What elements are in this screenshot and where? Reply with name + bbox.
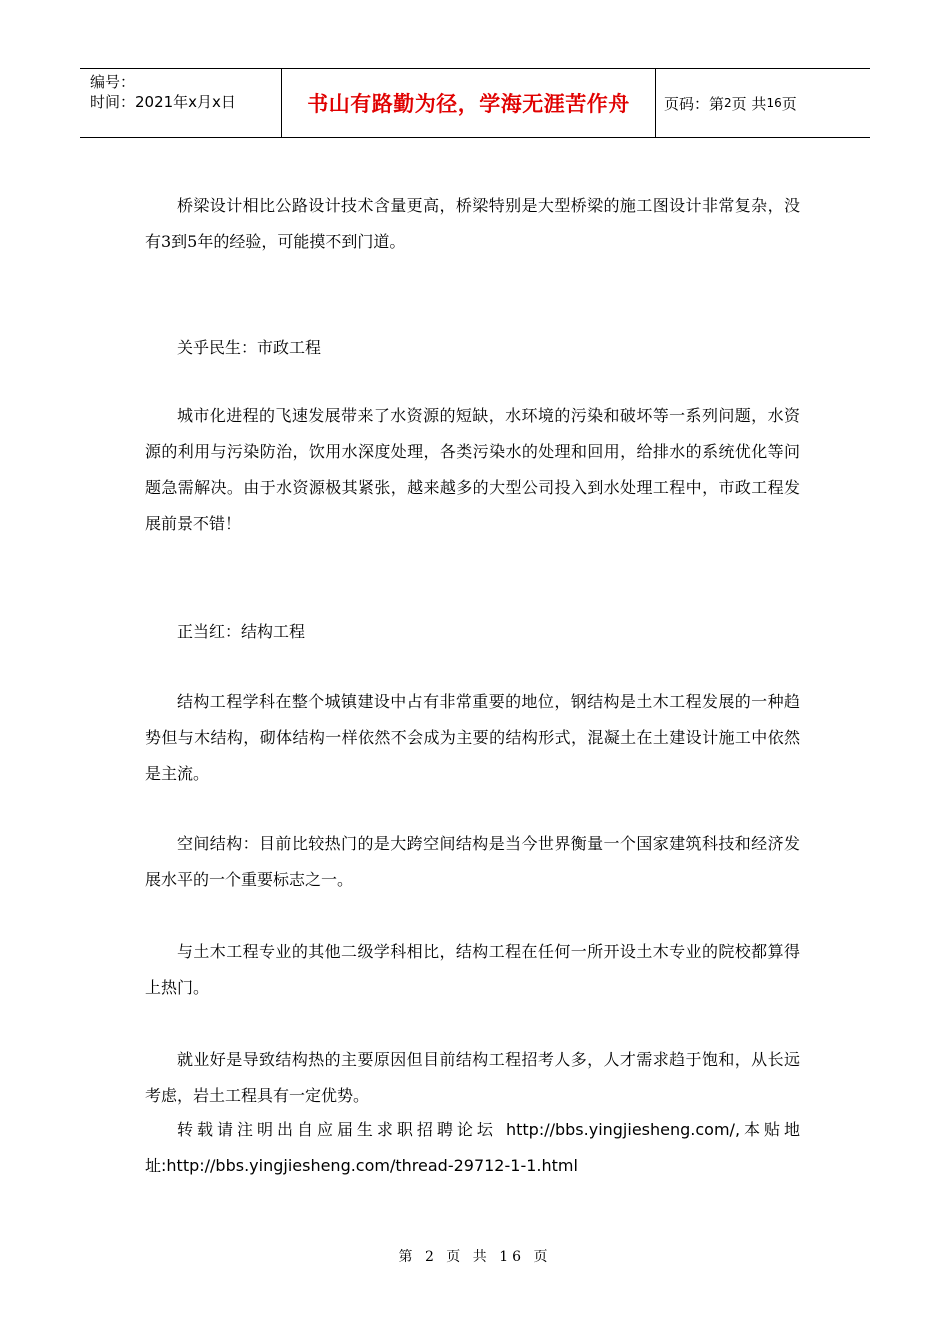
page-mid: 页 共 — [731, 94, 767, 113]
time-label: 时间：2021年x月x日 — [90, 93, 236, 111]
page-total: 16 — [766, 96, 782, 110]
number-label: 编号： — [90, 73, 136, 91]
paragraph-municipal-engineering: 城市化进程的飞速发展带来了水资源的短缺，水环境的污染和破坏等一系列问题，水资源的利用与污染防治，饮用水深度处理，各类污染水的处理和回用，给排水的系统优化等问题急需解决。由于水资源极其紧张，越来越多的大型公司投入到水处理工程中，市政工程发展前景不错！ — [145, 406, 800, 533]
paragraph-source-notice — [145, 1112, 800, 1184]
page-footer: 第 2 页 共 16 页 — [398, 1249, 552, 1265]
page-current: 2 — [724, 96, 732, 110]
header-motto-cell — [282, 69, 656, 137]
page-label: 页码：第 — [664, 94, 725, 113]
source-prefix: 转载请注明出自应届生求职招聘论坛 — [177, 1120, 506, 1139]
motto-text: 书山有路勤为径，学海无涯苦作舟 — [307, 92, 630, 116]
paragraph-spatial-structure: 空间结构：目前比较热门的是大跨空间结构是当今世界衡量一个国家建筑科技和经济发展水平的一个重要标志之一。 — [145, 834, 800, 889]
header-page-cell — [656, 69, 870, 137]
header-left-cell — [80, 69, 282, 137]
page-end: 页 — [781, 94, 797, 113]
paragraph-employment: 就业好是导致结构热的主要原因但目前结构工程招考人多，人才需求趋于饱和，从长远考虑，岩土工程具有一定优势。 — [145, 1050, 800, 1105]
paragraph-bridge-design: 桥梁设计相比公路设计技术含量更高，桥梁特别是大型桥梁的施工图设计非常复杂，没有3到5年的经验，可能摸不到门道。 — [145, 196, 800, 251]
forum-link[interactable]: http://bbs.yingjiesheng.com/ — [505, 1120, 735, 1139]
source-mid: ,本贴地址: — [145, 1120, 801, 1175]
section-heading-structural: 正当红：结构工程 — [177, 622, 306, 641]
paragraph-popularity: 与土木工程专业的其他二级学科相比，结构工程在任何一所开设土木专业的院校都算得上热门。 — [145, 942, 800, 997]
section-heading-municipal: 关乎民生：市政工程 — [177, 338, 322, 357]
thread-link[interactable]: http://bbs.yingjiesheng.com/thread-29712-1-1.html — [166, 1156, 578, 1175]
paragraph-structural-engineering: 结构工程学科在整个城镇建设中占有非常重要的地位，钢结构是土木工程发展的一种趋势但与木结构，砌体结构一样依然不会成为主要的结构形式，混凝土在土建设计施工中依然是主流。 — [145, 692, 800, 783]
page-header-table — [80, 68, 870, 138]
